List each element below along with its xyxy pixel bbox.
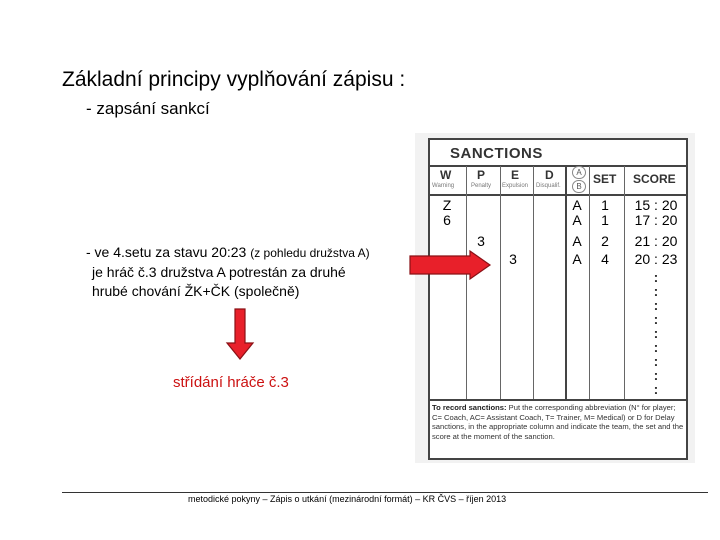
description-line-1-main: - ve 4.setu za stavu 20:23 — [86, 244, 251, 260]
description-line-1-note: (z pohledu družstva A) — [250, 246, 370, 260]
description-line-3: hrubé chování ŽK+ČK (společně) — [92, 283, 300, 299]
row2-set: 1 — [601, 212, 609, 228]
description-line-2: je hráč č.3 družstva A potrestán za druhé — [92, 264, 346, 280]
header-p: P — [477, 168, 486, 182]
row1-team: A — [572, 197, 582, 213]
instructions-text: Put the corresponding abbreviation (N° for player; C= Coach, AC= Assistant Coach, T= Trainer, M= Medical) or D for Delay sanctions, in the appropriate column and indicate the team, the set and the score at the moment of the sanction. — [432, 403, 684, 441]
header-p-sub: Penalty — [471, 183, 492, 189]
header-w: W — [440, 168, 452, 182]
row3-score: 21 : 20 — [634, 233, 678, 249]
row1-score: 15 : 20 — [634, 197, 678, 213]
team-b-badge: B — [572, 180, 586, 193]
slide-title: Základní principy vyplňování zápisu : — [62, 68, 406, 91]
row3-set: 2 — [601, 233, 609, 249]
team-a-badge: A — [572, 166, 586, 179]
footer-rule — [62, 492, 708, 493]
instructions-label: To record sanctions: — [432, 403, 507, 412]
sanctions-title: SANCTIONS — [450, 145, 543, 162]
row3-team: A — [572, 233, 582, 249]
row4-set: 4 — [601, 251, 609, 267]
row2-w: 6 — [443, 212, 451, 228]
score-colon-placeholders: : : : : : : : : : — [653, 269, 659, 397]
result-text: střídání hráče č.3 — [173, 374, 289, 391]
row1-set: 1 — [601, 197, 609, 213]
header-e: E — [511, 168, 520, 182]
header-d: D — [545, 168, 554, 182]
row4-score: 20 : 23 — [634, 251, 678, 267]
row2-team: A — [572, 212, 582, 228]
row4-e: 3 — [509, 251, 517, 267]
header-set: SET — [593, 172, 617, 186]
row3-p: 3 — [477, 233, 485, 249]
header-score: SCORE — [633, 172, 676, 186]
slide-subtitle: - zapsání sankcí — [86, 99, 210, 118]
header-w-sub: Warning — [432, 183, 455, 189]
header-e-sub: Expulsion — [502, 183, 529, 189]
row4-team: A — [572, 251, 582, 267]
header-d-sub: Disqualif. — [536, 183, 561, 189]
down-arrow — [227, 309, 253, 359]
footer-text: metodické pokyny – Zápis o utkání (mezinárodní formát) – KR ČVS – říjen 2013 — [188, 494, 507, 504]
row1-w: Z — [442, 197, 452, 213]
right-arrow — [410, 251, 490, 279]
row2-score: 17 : 20 — [634, 212, 678, 228]
